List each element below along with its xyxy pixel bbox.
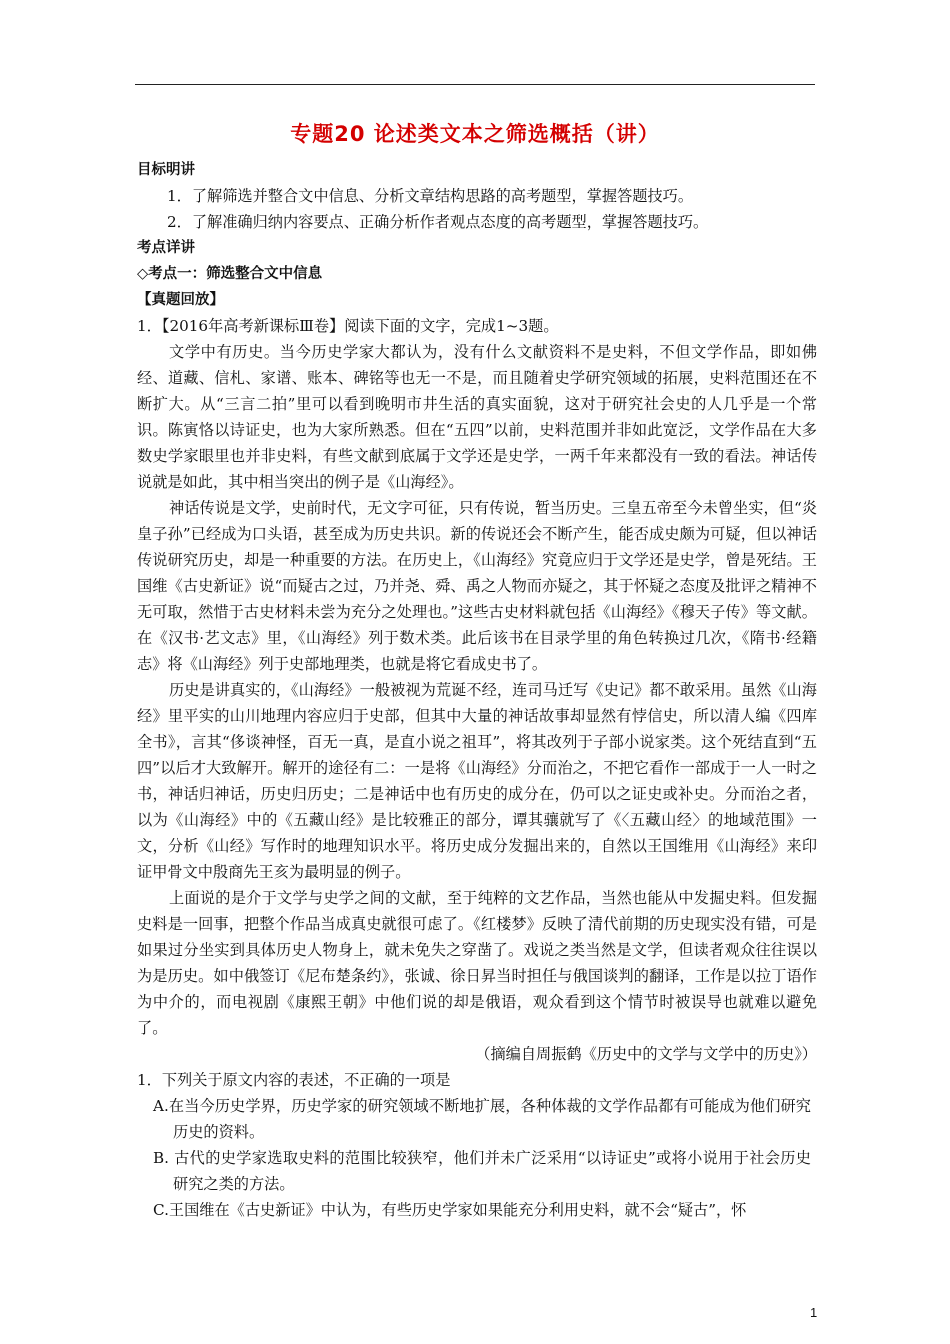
option-a: A.在当今历史学界，历史学家的研究领域不断地扩展，各种体裁的文学作品都有可能成为他们研究历史的资料。	[153, 1097, 811, 1141]
document-body	[137, 157, 817, 1223]
passage-source: （摘编自周振鹤《历史中的文学与文学中的历史》）	[475, 1045, 817, 1063]
passage-paragraph: 历史是讲真实的，《山海经》一般被视为荒诞不经，连司马迁写《史记》都不敢采用。虽然《山海经》里平实的山川地理内容应归于史部，但其中大量的神话故事却显然有悖信史，所以清人编《四库全书》，言其“侈谈神怪，百无一真，是直小说之祖耳”，将其改列于子部小说家类。这个死结直到“五四”以后才大致解开。解开的途径有二：一是将《山海经》分而治之，不把它看作一部成于一人一时之书，神话归神话，历史归历史；二是神话中也有历史的成分在，仍可以之证史或补史。分而治之者，以为《山海经》中的《五藏山经》是比较雅正的部分，谭其骧就写了《〈五藏山经〉的地域范围》一文，分析《山经》写作时的地理知识水平。将历史成分发掘出来的，自然以王国维用《山海经》来印证甲骨文中殷商先王亥为最明显的例子。	[137, 681, 817, 881]
header-rule	[135, 84, 815, 85]
passage-paragraph: 上面说的是介于文学与史学之间的文献，至于纯粹的文艺作品，当然也能从中发掘史料。但发掘史料是一回事，把整个作品当成真史就很可虑了。《红楼梦》反映了清代前期的历史现实没有错，可是如果过分坐实到具体历史人物身上，就未免失之穿凿了。戏说之类当然是文学，但读者观众往往误以为是历史。如中俄签订《尼布楚条约》，张诚、徐日昇当时担任与俄国谈判的翻译，工作是以拉丁语作为中介的，而电视剧《康熙王朝》中他们说的却是俄语，观众看到这个情节时被误导也就难以避免了。	[137, 889, 817, 1037]
option-c: C.王国维在《古史新证》中认为，有些历史学家如果能充分利用史料，就不会“疑古”，怀	[153, 1201, 747, 1219]
page-number: 1	[810, 1305, 818, 1320]
goals-heading: 目标明讲	[137, 162, 195, 178]
option-b: B. 古代的史学家选取史料的范围比较狭窄，他们并未广泛采用“以诗证史”或将小说用于社会历史研究之类的方法。	[153, 1149, 811, 1193]
point1-heading: ◇考点一：筛选整合文中信息	[137, 266, 323, 282]
document-title: 专题20 论述类文本之筛选概括（讲）	[290, 122, 660, 146]
passage-paragraph: 文学中有历史。当今历史学家大都认为，没有什么文献资料不是史料，不但文学作品，即如佛经、道藏、信札、家谱、账本、碑铭等也无一不是，而且随着史学研究领域的拓展，史料范围还在不断扩大。从“三言二拍”里可以看到晚明市井生活的真实面貌，这对于研究社会史的人几乎是一个常识。陈寅恪以诗证史，也为大家所熟悉。但在“五四”以前，史料范围并非如此宽泛，文学作品在大多数史学家眼里也并非史料，有些文献到底属于文学还是史学，一两千年来都没有一致的看法。神话传说就是如此，其中相当突出的例子是《山海经》。	[137, 343, 817, 491]
exam-intro: 1．【2016年高考新课标Ⅲ卷】阅读下面的文字，完成1~3题。	[137, 317, 559, 335]
question-stem: 1．下列关于原文内容的表述，不正确的一项是	[137, 1071, 451, 1089]
points-heading: 考点详讲	[137, 240, 195, 256]
goal-item: 2．了解准确归纳内容要点、正确分析作者观点态度的高考题型，掌握答题技巧。	[167, 213, 709, 231]
real-exam-heading: 【真题回放】	[137, 292, 224, 308]
passage-paragraph: 神话传说是文学，史前时代，无文字可征，只有传说，暂当历史。三皇五帝至今未曾坐实，但“炎皇子孙”已经成为口头语，甚至成为历史共识。新的传说还会不断产生，能否成史颇为可疑，但以神话传说研究历史，却是一种重要的方法。在历史上，《山海经》究竟应归于文学还是史学，曾是死结。王国维《古史新证》说“而疑古之过，乃并尧、舜、禹之人物而亦疑之，其于怀疑之态度及批评之精神不无可取，然惜于古史材料未尝为充分之处理也。”这些古史材料就包括《山海经》《穆天子传》等文献。在《汉书·艺文志》里，《山海经》列于数术类。此后该书在目录学里的角色转换过几次，《隋书·经籍志》将《山海经》列于史部地理类，也就是将它看成史书了。	[137, 499, 817, 673]
goal-item: 1．了解筛选并整合文中信息、分析文章结构思路的高考题型，掌握答题技巧。	[167, 187, 694, 205]
